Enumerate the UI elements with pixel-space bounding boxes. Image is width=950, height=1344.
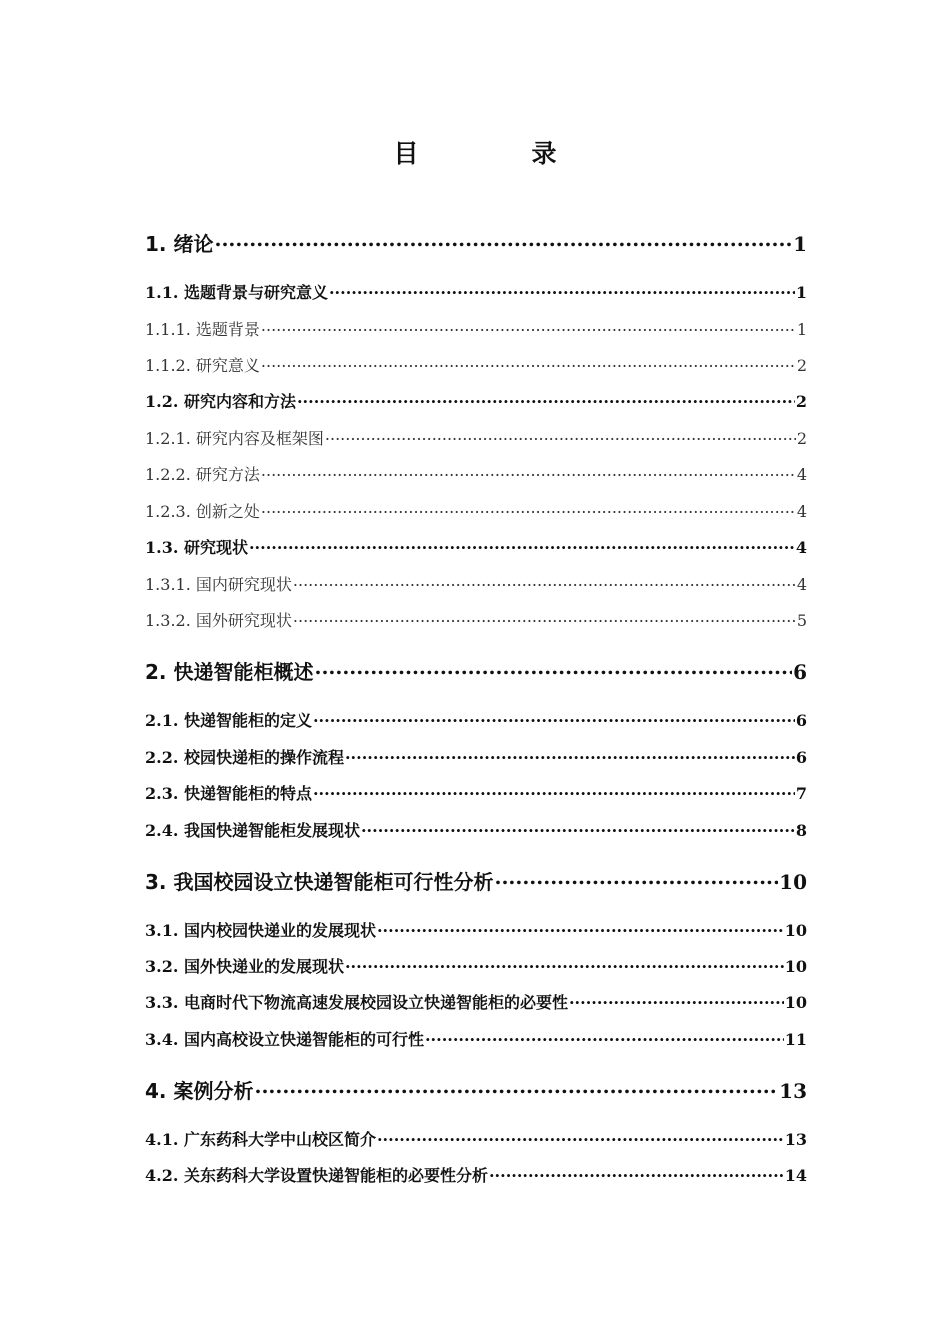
toc-entry-page-number: 2	[795, 392, 807, 411]
toc-entry-label: 3. 我国校园设立快递智能柜可行性分析	[145, 870, 494, 894]
toc-dot-leader	[261, 501, 796, 517]
toc-dot-leader	[293, 610, 796, 626]
toc-entry-label: 1.3.2. 国外研究现状	[145, 611, 292, 630]
toc-dot-leader	[297, 391, 795, 407]
toc-entry-page-number: 4	[796, 502, 807, 521]
toc-entry-label: 1.2.2. 研究方法	[145, 465, 260, 484]
toc-entry-label: 2. 快递智能柜概述	[145, 660, 314, 684]
toc-entry-level2[interactable]	[145, 535, 807, 558]
toc-dot-leader	[329, 282, 795, 298]
toc-dot-leader	[313, 710, 795, 726]
toc-entry-page-number: 4	[795, 538, 807, 557]
toc-entry-page-number: 13	[784, 1130, 807, 1149]
toc-entry-label: 1.2. 研究内容和方法	[145, 392, 296, 411]
toc-entry-level3[interactable]	[145, 499, 807, 522]
toc-entry-label: 1.3. 研究现状	[145, 538, 248, 557]
toc-entry-level2[interactable]	[145, 745, 807, 768]
toc-dot-leader	[377, 920, 784, 936]
toc-entry-page-number: 1	[795, 283, 807, 302]
toc-dot-leader	[249, 537, 795, 553]
toc-entry-level2[interactable]	[145, 918, 807, 941]
toc-dot-leader	[314, 659, 792, 679]
toc-entry-level2[interactable]	[145, 1163, 807, 1186]
toc-entry-level3[interactable]	[145, 608, 807, 631]
toc-entry-page-number: 1	[796, 320, 807, 339]
toc-entry-label: 1.2.3. 创新之处	[145, 502, 260, 521]
toc-entry-page-number: 6	[795, 748, 807, 767]
toc-title: 目 录	[393, 139, 601, 168]
toc-entry-level3[interactable]	[145, 317, 807, 340]
toc-entry-page-number: 14	[784, 1166, 807, 1185]
toc-entry-level2[interactable]	[145, 1027, 807, 1050]
toc-entry-level3[interactable]	[145, 572, 807, 595]
toc-entry-level3[interactable]	[145, 353, 807, 376]
toc-dot-leader	[261, 464, 796, 480]
toc-dot-leader	[313, 783, 795, 799]
toc-dot-leader	[494, 869, 778, 889]
toc-entry-label: 2.3. 快递智能柜的特点	[145, 784, 312, 803]
toc-entry-label: 3.1. 国内校园快递业的发展现状	[145, 921, 376, 940]
toc-dot-leader	[345, 956, 784, 972]
toc-entry-label: 1.1.1. 选题背景	[145, 320, 260, 339]
toc-entry-label: 2.2. 校园快递柜的操作流程	[145, 748, 344, 767]
toc-entry-page-number: 6	[793, 660, 807, 684]
toc-entry-page-number: 4	[796, 465, 807, 484]
toc-entry-label: 3.3. 电商时代下物流高速发展校园设立快递智能柜的必要性	[145, 993, 568, 1012]
toc-entry-level2[interactable]	[145, 708, 807, 731]
toc-entry-label: 4.2. 关东药科大学设置快递智能柜的必要性分析	[145, 1166, 488, 1185]
toc-entry-level2[interactable]	[145, 280, 807, 303]
toc-entry-label: 1. 绪论	[145, 232, 214, 256]
toc-entry-page-number: 5	[796, 611, 807, 630]
toc-entry-page-number: 6	[795, 711, 807, 730]
toc-entry-page-number: 2	[796, 356, 807, 375]
toc-entry-level1[interactable]	[145, 1075, 807, 1104]
toc-entry-page-number: 10	[784, 993, 807, 1012]
toc-entry-level2[interactable]	[145, 818, 807, 841]
toc-dot-leader	[254, 1078, 778, 1098]
toc-entry-label: 3.4. 国内高校设立快递智能柜的可行性	[145, 1030, 424, 1049]
toc-entry-label: 4.1. 广东药科大学中山校区简介	[145, 1130, 376, 1149]
toc-dot-leader	[325, 428, 796, 444]
toc-entry-label: 1.1.2. 研究意义	[145, 356, 260, 375]
toc-entry-page-number: 1	[793, 232, 807, 256]
toc-entry-level1[interactable]	[145, 228, 807, 257]
toc-entry-level2[interactable]	[145, 1127, 807, 1150]
toc-dot-leader	[345, 747, 795, 763]
toc-entry-level2[interactable]	[145, 990, 807, 1013]
toc-entry-label: 2.1. 快递智能柜的定义	[145, 711, 312, 730]
toc-entry-page-number: 11	[784, 1030, 807, 1049]
toc-entry-page-number: 13	[779, 1079, 807, 1103]
toc-entry-label: 2.4. 我国快递智能柜发展现状	[145, 821, 360, 840]
toc-entry-page-number: 4	[796, 575, 807, 594]
toc-dot-leader	[569, 992, 784, 1008]
toc-entry-level3[interactable]	[145, 462, 807, 485]
toc-entry-page-number: 10	[784, 957, 807, 976]
toc-entry-label: 4. 案例分析	[145, 1079, 254, 1103]
toc-entry-level1[interactable]	[145, 866, 807, 895]
toc-entry-level3[interactable]	[145, 426, 807, 449]
toc-entry-label: 1.1. 选题背景与研究意义	[145, 283, 328, 302]
toc-dot-leader	[377, 1129, 784, 1145]
toc-dot-leader	[361, 820, 795, 836]
toc-dot-leader	[489, 1165, 784, 1181]
toc-entry-level1[interactable]	[145, 656, 807, 685]
toc-entry-label: 1.3.1. 国内研究现状	[145, 575, 292, 594]
toc-dot-leader	[293, 574, 796, 590]
toc-dot-leader	[261, 319, 796, 335]
toc-entry-level2[interactable]	[145, 781, 807, 804]
toc-dot-leader	[425, 1029, 784, 1045]
toc-entry-page-number: 10	[784, 921, 807, 940]
toc-entry-level2[interactable]	[145, 954, 807, 977]
toc-entry-page-number: 7	[795, 784, 807, 803]
toc-dot-leader	[261, 355, 796, 371]
toc-entry-label: 1.2.1. 研究内容及框架图	[145, 429, 324, 448]
toc-entry-level2[interactable]	[145, 389, 807, 412]
toc-dot-leader	[214, 231, 792, 251]
toc-entry-page-number: 10	[779, 870, 807, 894]
toc-entry-page-number: 2	[796, 429, 807, 448]
toc-entry-page-number: 8	[795, 821, 807, 840]
toc-entry-label: 3.2. 国外快递业的发展现状	[145, 957, 344, 976]
